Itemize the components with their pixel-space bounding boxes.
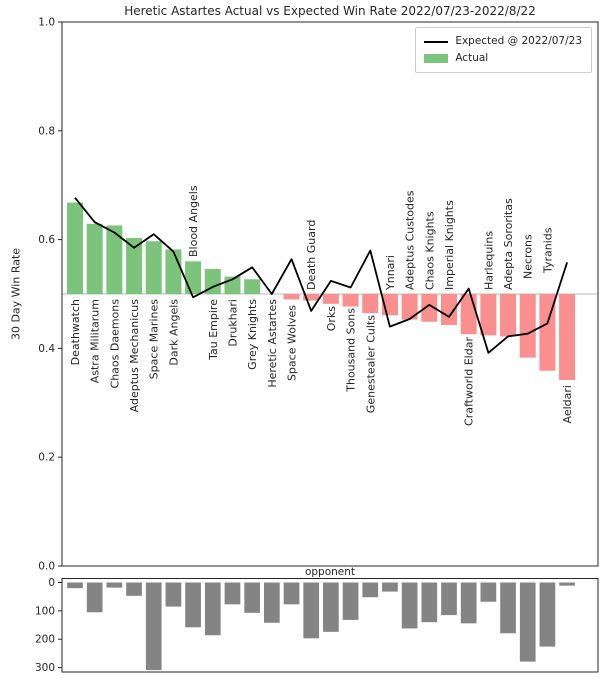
chart-title: Heretic Astartes Actual vs Expected Win Rate 2022/07/23-2022/8/22 [124,4,536,18]
games-bar-chaos-daemons [107,583,123,588]
y-tick-label: 0.6 [38,234,55,247]
actual-bar-orks [323,294,339,304]
category-label-imperial-knights: Imperial Knights [442,200,456,290]
games-y-tick-label: 200 [34,633,55,646]
games-bar-thousand-sons [343,583,359,620]
games-bar-adeptus-custodes [402,583,418,629]
games-y-tick-label: 300 [34,662,55,675]
actual-bar-thousand-sons [343,294,359,307]
legend-label-actual: Actual [455,52,489,64]
games-bar-space-wolves [284,583,300,605]
games-bar-tau-empire [205,583,221,636]
x-axis-label: opponent [304,566,356,578]
actual-bar-grey-knights [244,279,260,294]
actual-bar-harlequins [480,294,496,335]
category-label-chaos-daemons: Chaos Daemons [108,299,122,389]
games-bar-dark-angels [166,583,182,607]
actual-bar-necrons [520,294,536,358]
games-bar-aeldari [559,583,575,586]
games-bar-craftworld-eldar [461,583,477,624]
y-tick-label: 0.4 [38,342,55,355]
category-label-tau-empire: Tau Empire [206,299,220,360]
expected-line-swatch-icon [424,41,448,43]
category-label-deathwatch: Deathwatch [69,299,82,366]
games-bar-deathwatch [67,583,83,589]
actual-bar-dark-angels [165,249,181,294]
category-label-grey-knights: Grey Knights [246,299,260,370]
games-bar-grey-knights [244,583,260,613]
games-bar-blood-angels [185,583,201,628]
actual-bar-space-wolves [284,294,300,299]
category-label-genestealer-cults: Genestealer Cults [364,315,378,414]
legend-label-expected: Expected @ 2022/07/23 [455,35,582,47]
games-bar-space-marines [146,583,162,671]
actual-bar-blood-angels [185,261,201,294]
y-tick-label: 0.0 [38,560,55,573]
games-bar-necrons [520,583,536,662]
games-bar-heretic-astartes [264,583,280,623]
y-axis-label: 30 Day Win Rate [9,247,23,341]
games-bar-drukhari [225,583,241,605]
games-bar-imperial-knights [441,583,457,616]
actual-bar-adepta-sororitas [500,294,516,336]
actual-patch-swatch-icon [424,54,448,63]
category-label-blood-angels: Blood Angels [187,185,201,257]
games-bar-chaos-knights [421,583,437,623]
games-bar-orks [323,583,339,632]
category-label-thousand-sons: Thousand Sons [344,308,358,392]
category-label-death-guard: Death Guard [305,219,319,290]
category-label-tyranids: Tyranids [541,227,555,273]
games-bar-death-guard [303,583,319,639]
games-bar-genestealer-cults [362,583,378,598]
games-y-tick-label: 0 [48,577,55,589]
games-bar-tyranids [540,583,556,647]
category-label-craftworld-eldar: Craftworld Eldar [462,337,476,426]
category-label-aeldari: Aeldari [561,385,575,424]
category-label-necrons: Necrons [521,234,535,279]
games-bar-adeptus-mechanicus [126,583,142,596]
y-tick-label: 0.2 [38,451,55,464]
legend-item-actual [424,50,582,67]
category-label-astra-militarum: Astra Militarum [88,299,102,384]
y-tick-label: 1.0 [38,16,55,29]
games-bar-astra-militarum [87,583,103,613]
category-label-space-wolves: Space Wolves [285,305,299,382]
category-label-drukhari: Drukhari [226,299,240,347]
category-label-orks: Orks [324,306,338,332]
actual-bar-space-marines [146,241,162,294]
category-label-adeptus-mechanicus: Adeptus Mechanicus [128,299,142,413]
games-bar-adepta-sororitas [500,583,516,634]
games-bar-harlequins [481,583,497,602]
category-label-adepta-sororitas: Adepta Sororitas [502,198,516,290]
category-label-space-marines: Space Marines [147,299,161,380]
category-label-ynnari: Ynnari [383,255,397,290]
y-tick-label: 0.8 [38,125,55,138]
legend-item-expected [424,33,582,50]
category-label-heretic-astartes: Heretic Astartes [265,299,279,388]
category-label-harlequins: Harlequins [482,230,496,290]
category-label-chaos-knights: Chaos Knights [423,211,437,290]
actual-bar-craftworld-eldar [461,294,477,334]
actual-bar-deathwatch [67,203,83,294]
category-label-dark-angels: Dark Angels [167,299,181,366]
actual-bar-aeldari [559,294,575,380]
actual-bar-astra-militarum [87,224,103,294]
games-y-tick-label: 100 [34,605,55,618]
actual-bar-genestealer-cults [362,294,378,313]
games-bar-ynnari [382,583,398,592]
category-label-adeptus-custodes: Adeptus Custodes [403,190,417,290]
actual-bar-adeptus-mechanicus [126,238,142,294]
legend [415,27,592,73]
